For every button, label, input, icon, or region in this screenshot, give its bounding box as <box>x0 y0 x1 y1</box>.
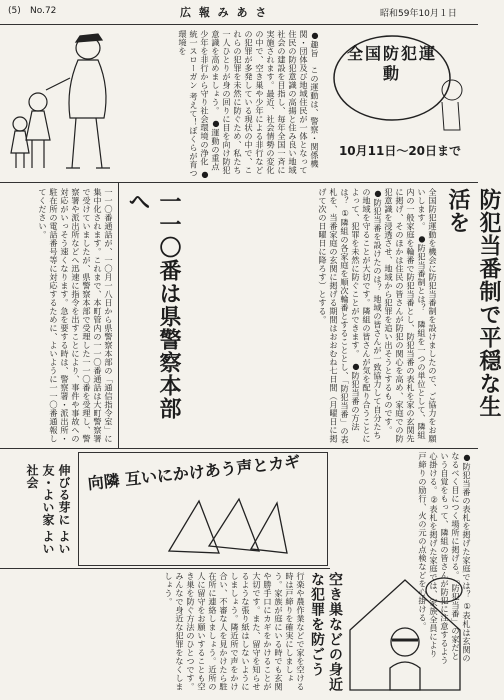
patrol-body-4: ①表札は玄関のなるべく目につく場所に掲げる。「防犯当番」の家だという自覚をもって、隣組の皆さんが防犯に注意するよう心掛ける。②表札を掲げた家庭では、家族全員により戸締りの励行、火の元の点検などを心掛ける。 <box>418 452 472 665</box>
police-illustration <box>6 28 134 178</box>
slogan-caption: 伸びる芽に よい友・よい家 よい社会 <box>25 464 71 555</box>
slogan-panel-title: 向隣 互いにかけあう声とカギ <box>86 451 302 494</box>
campaign-focus: ●運動の重点 少年を非行から守り社会環境の浄化 <box>200 30 221 180</box>
issue-date: 昭和59年10月１日 <box>380 9 457 19</box>
burglar-illustration <box>340 560 470 698</box>
campaign-intro-text: ●趣旨 この運動は、警察・関係機関・団体及び地域住民が一体となって住民の防犯意識の高揚と住み良い地域社会の建設を目指し、毎年全国一斉に実施されます。最近、社会情勢の変化の中で、空き巣や少年による非行などの犯罪が多発している現状の中で、これらの犯罪を未然に防ぐため、私たち一人ひとりが身の回りに目を向け防犯意識を高めましょう。 <box>211 30 320 175</box>
patrol-question-1: ●防犯当番を設けたのは？ <box>373 188 383 292</box>
patrol-body-1: ●防犯当番制とは？ 隣組を一つの単位として、隣組内の一般家庭を輪番で防犯当番とし、防犯当番の表札を家の玄関先に掲げ、そのほかは住民の皆さんが防犯の関心を高め、家庭での防犯意識を浸透させ、地域から犯罪を追い出そうとするものです。 <box>384 188 427 443</box>
newsletter-title: 広 報 み あ さ <box>180 6 269 19</box>
article-patrol-headline: 防犯当番制で平穏な生活を <box>445 188 501 418</box>
article-110-headline: 一一〇番は県警察本部へ <box>125 190 181 420</box>
patrol-question-2: ●防犯当番の方法は？ <box>340 188 361 431</box>
slogan-text: 考えて！ぼくらが育つ環境を <box>178 30 199 178</box>
page-header <box>0 0 478 25</box>
article-patrol-body <box>156 188 438 446</box>
article-burglary-body: 行楽や農作業などで家を空ける時は戸締りを確実にしましょう。家族が庭にいる時でも玄関や勝手口にカギをかけることが大切です。また、留守を知らせるような張り紙はしないようにしましょう。隣近所で声をかけ合い、不審な人を見かけたら駐在所に連絡しましょう。近所の人に留守をお願いすることも空き巣を防ぐ方法のひとつです。みんなで身近な犯罪をなくしましょう。 <box>164 572 306 691</box>
campaign-period: 10月11日～20日まで <box>338 144 462 158</box>
badge-title: 全国防犯運動 <box>346 44 437 83</box>
issue-number: No.72 <box>30 6 57 16</box>
patrol-question-3: ●防犯当番の表札を掲げた家庭では？ <box>462 452 472 599</box>
slogan-panel <box>78 452 328 566</box>
keys-illustration <box>159 491 289 561</box>
divider <box>118 182 119 448</box>
campaign-badge <box>330 30 470 180</box>
patrol-body-3: ①隣組の各家庭を順次輪番とすることとし、「防犯当番」の表札を、当番家庭の玄関に掲げる期間はおおむね七日間（月曜日に掲げて次の日曜日に降ろす）とする。 <box>318 188 350 444</box>
divider <box>0 448 478 449</box>
article-burglary-headline: 空き巣などの身近な犯罪を防ごう <box>309 572 343 692</box>
divider <box>0 568 330 569</box>
article-110-body: 一一〇番通話が、一〇月一八日から県警察本部の「通信指令室」に集中化されます。これまで、本町管内の一一〇番通話は大町警察署で受けていましたが、県警察本部で受理した一一〇番を受理し、警察署や派出所などへ迅速に指令を出すことにより、事件や事故への対応がいっそう速くなります。急を要する時は、警察署・派出所・駐在所の電話番号等に対応するために、よいように一一〇番通報してください。 <box>38 188 114 443</box>
campaign-intro <box>140 30 320 180</box>
page-number: (5) <box>8 6 21 16</box>
divider <box>0 182 478 183</box>
slogan-label: ●統一スローガン <box>189 30 210 180</box>
patrol-lead: 全国防犯運動を機会に防犯当番制を設けましたので、ご協力をお願いします。 <box>417 188 438 443</box>
patrol-body-2: 地域の皆さんが一致協力して自分たちの地域を守ることが大切です。隣組の皆さんが気を配り合うことによって、犯罪を未然に防ぐことができます。 <box>351 188 383 443</box>
